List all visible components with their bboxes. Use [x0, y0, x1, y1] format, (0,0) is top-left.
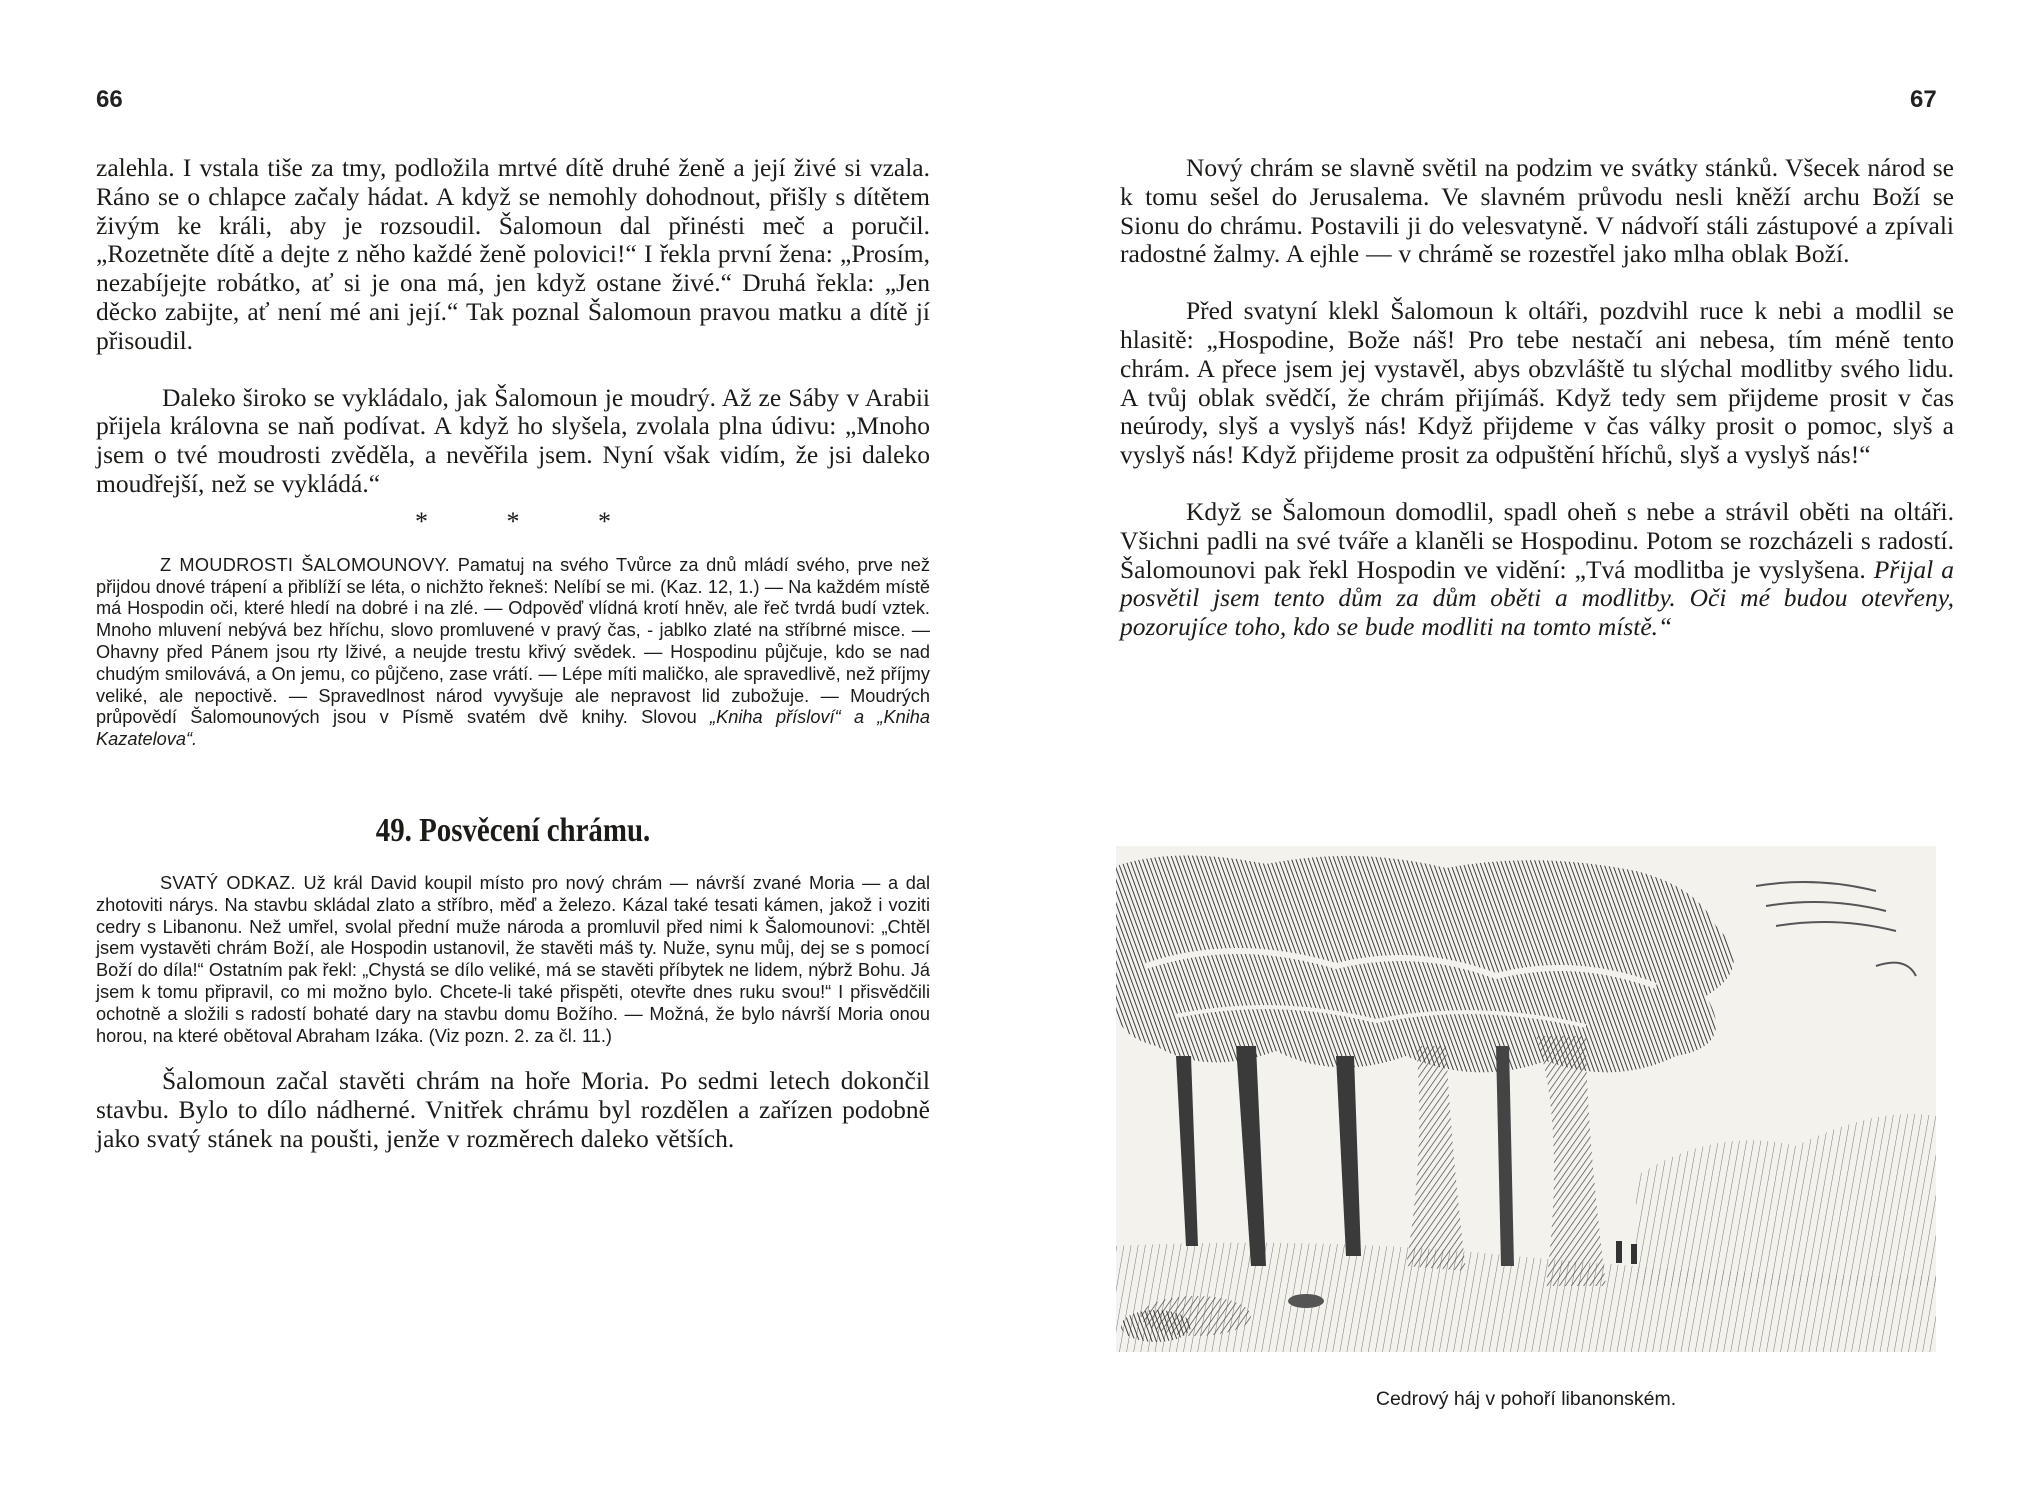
- wisdom-heading: Z MOUDROSTI ŠALOMOUNOVY.: [160, 554, 451, 575]
- holy-legacy-text: Už král David koupil místo pro nový chrám — návrší zvané Moria — a dal zhotoviti nárys. Na stavbu skládal zlato a stříbro, měď a železo. Kázal také tesati kámen, jakož i voziti cedry s Libanonu. Než umřel, svolal přední muže národa a promluvil před nimi k Šalomounovi: „Chtěl jsem vystavěti chrám Boží, ale Hospodin ustanovil, že stavěti máš ty. Nuže, synu můj, dej se s pomocí Boží do díla!“ Ostatním pak řekl: „Chystá se dílo veliké, má se stavěti příbytek ne lidem, nýbrž Bohu. Já jsem k tomu připravil, co mi možno bylo. Chcete-li také přispěti, otevřte dnes ruku svou!“ I přisvědčili ochotně a složili s radostí bohaté dary na stavbu domu Božího. — Možná, že bylo návrší Moria onou horou, na které obětoval Abraham Izáka. (Viz pozn. 2. za čl. 11.): [96, 872, 930, 1046]
- right-page-column: [1120, 154, 1954, 642]
- chapter-title: 49. Posvěcení chrámu.: [375, 811, 651, 849]
- illustration-caption: Cedrový háj v pohoří libanonském.: [1375, 1388, 1677, 1410]
- paragraph-judgement: zalehla. I vstala tiše za tmy, podložila mrtvé dítě druhé ženě a její živé si vzala. Ráno se o chlapce začaly hádat. A když se nemohly dohodnout, přišly s dítětem živým ke králi, aby je rozsoudil. Šalomoun dal přinésti meč a poručil. „Rozetněte dítě a dejte z něho každé ženě polovici!“ I řekla první žena: „Prosím, nezabíjejte robátko, ať si je ona má, jen když ostane živé.“ Druhá řekla: „Jen děcko zabijte, ať není mé ani její.“ Tak poznal Šalomoun pravou matku a dítě jí přisoudil.: [96, 153, 930, 355]
- page-number-right: 67: [1910, 86, 1937, 113]
- paragraph-fire-from-heaven: [1120, 498, 1954, 642]
- page-number-left: 66: [96, 86, 123, 113]
- holy-legacy-heading: SVATÝ ODKAZ.: [160, 872, 296, 893]
- wisdom-section: [96, 555, 930, 751]
- paragraph-prayer: Před svatyní klekl Šalomoun k oltáři, pozdvihl ruce k nebi a modlil se hlasitě: „Hospodine, Bože náš! Pro tebe nestačí ani nebesa, tím méně tento chrám. A přece jsem jej vystavěl, abys obzvláště tu slýchal modlitby svého lidu. A tvůj oblak svědčí, že chrám přijímáš. Když tedy sem přijdeme prosit v čas neúrody, slyš a vyslyš nás! Když přijdeme v čas války prosit o pomoc, slyš a vyslyš nás! Když přijdeme prosit za odpuštění hříchů, slyš a vyslyš nás!“: [1120, 296, 1954, 470]
- cedar-grove-drawing: [1116, 846, 1936, 1352]
- left-page-column: [96, 154, 930, 1154]
- traveller-figure: [1616, 1241, 1622, 1263]
- fire-text-italic: Přijal a posvětil jsem tento dům za dům oběti a modlitby. Oči mé budou otevřeny, pozorujíce toho, kdo se bude modliti na tomto místě.“: [1120, 554, 1955, 642]
- cedar-canopy: [1116, 855, 1734, 1072]
- cedar-grove-illustration: [1116, 846, 1936, 1352]
- wisdom-text: Pamatuj na svého Tvůrce za dnů mládí svého, prve než přijdou dnové trápení a přiblíží se léta, o nichžto řekneš: Nelíbí se mi. (Kaz. 12, 1.) — Na každém místě má Hospodin oči, které hledí na dobré i na zlé. — Odpověď vlídná krotí hněv, ale řeč tvrdá budí vztek. Mnoho mluvení nebývá bez hříchu, slovo promluvené v pravý čas, - jablko zlaté na stříbrné misce. — Ohavny před Pánem jsou rty lživé, a neujde trestu křivý svědek. — Hospodinu půjčuje, kdo se nad chudým smilovává, a On jemu, co půjčeno, zase vrátí. — Lépe míti maličko, ale spravedlivě, než příjmy veliké, ale nepoctivě. — Spravedlnost národ vyvyšuje ale nepravost lid zubožuje. — Moudrých průpovědí Šalomounových jsou v Písmě svatém dvě knihy. Slovou: [96, 554, 931, 728]
- holy-legacy-section: [96, 873, 930, 1047]
- paragraph-temple-building: Šalomoun začal stavěti chrám na hoře Moria. Po sedmi letech dokončil stavbu. Bylo to dílo nádherné. Vnitřek chrámu byl rozdělen a zařízen podobně jako svatý stánek na poušti, jenže v rozměrech daleko větších.: [96, 1066, 930, 1153]
- paragraph-consecration: Nový chrám se slavně světil na podzim ve svátky stánků. Všecek národ se k tomu sešel do Jerusalema. Ve slavném průvodu nesli kněží archu Boží se Sionu do chrámu. Postavili ji do velesvatyně. V nádvoří stáli zástupové a zpívali radostné žalmy. A ejhle — v chrámě se rozestřel jako mlha oblak Boží.: [1120, 153, 1954, 269]
- traveller-figure: [1631, 1244, 1637, 1264]
- section-separator: * * *: [415, 506, 647, 536]
- rock: [1121, 1310, 1191, 1342]
- paragraph-queen-of-sheba: Daleko široko se vykládalo, jak Šalomoun je moudrý. Až ze Sáby v Arabii přijela královna se naň podívat. A když ho slyšela, zvolala plna údivu: „Mnoho jsem o tvé moudrosti zvěděla, a nevěřila jsem. Nyní však vidím, že jsi daleko moudřejší, než se vykládá.“: [96, 382, 930, 498]
- wisdom-books: „Kniha přísloví“ a „Kniha Kazatelova“.: [96, 707, 930, 750]
- resting-figure: [1288, 1294, 1324, 1308]
- fire-text: Když se Šalomoun domodlil, spadl oheň s nebe a strávil oběti na oltáři. Všichni padli na své tváře a klaněli se Hospodinu. Potom se rozcházeli s radostí. Šalomounovi pak řekl Hospodin ve vidění: „Tvá modlitba je vyslyšena.: [1120, 496, 1954, 584]
